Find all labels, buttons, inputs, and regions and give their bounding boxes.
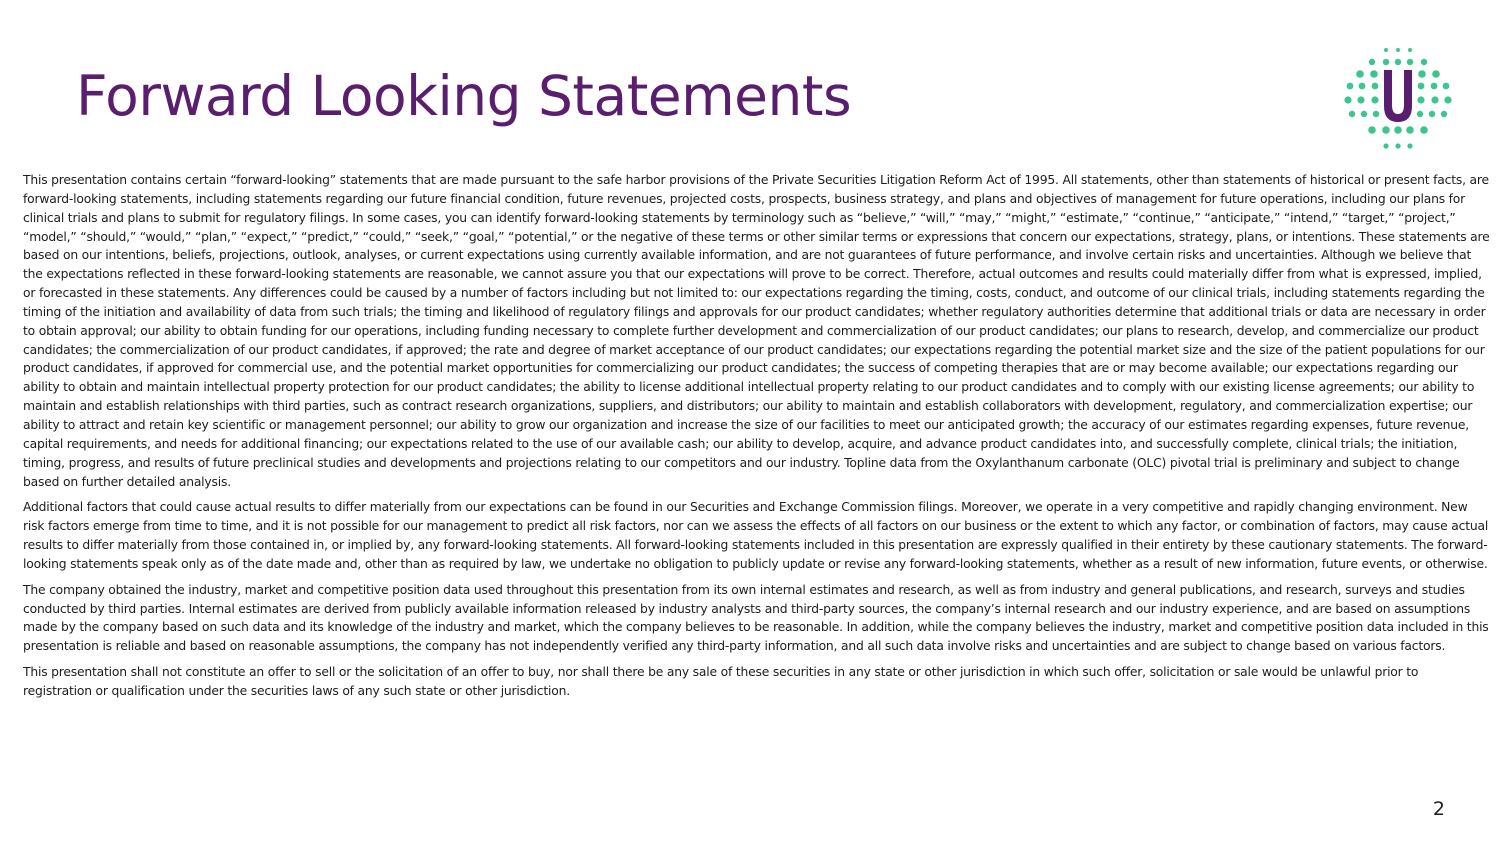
disclaimer-body: [23, 171, 1490, 708]
disclaimer-paragraph-3: The company obtained the industry, market and competitive position data used throughout this presentation from its own internal estimates and research, as well as from industry and general publications, and research, surveys and studies conducted by third parties. Internal estimates are derived from publicly available information released by industry analysts and third-party sources, the company’s internal research and our industry experience, and are based on assumptions made by the company based on such data and its knowledge of the industry and market, which the company believes to be reasonable. In addition, while the company believes the industry, market and competitive position data included in this presentation is reliable and based on reasonable assumptions, the company has not independently verified any third-party information, and all such data involve risks and uncertainties and are subject to change based on various factors.: [23, 582, 1489, 654]
logo-dot: [1432, 70, 1440, 78]
logo-dot: [1417, 96, 1424, 103]
logo-dot: [1406, 126, 1414, 134]
logo-dot: [1418, 70, 1426, 78]
logo-dot: [1383, 59, 1389, 65]
logo-dot: [1349, 111, 1355, 117]
logo-dot: [1420, 126, 1428, 134]
company-logo-icon: [1342, 44, 1454, 152]
slide-title: Forward Looking Statements: [76, 64, 852, 128]
logo-dot: [1408, 48, 1412, 52]
logo-dot: [1368, 126, 1376, 134]
page-number: 2: [1432, 798, 1445, 820]
logo-dot: [1421, 59, 1427, 65]
logo-dot: [1370, 70, 1378, 78]
logo-dot: [1443, 83, 1450, 90]
logo-dot: [1418, 83, 1425, 90]
logo-dot: [1431, 96, 1438, 103]
logo-letter-u: [1384, 70, 1412, 122]
logo-dot: [1382, 126, 1390, 134]
logo-dot: [1347, 83, 1354, 90]
logo-dot: [1357, 96, 1364, 103]
logo-dot: [1417, 111, 1423, 117]
logo-dot: [1371, 96, 1378, 103]
logo-dot: [1384, 48, 1388, 52]
logo-dot: [1395, 59, 1401, 65]
disclaimer-paragraph-2: Additional factors that could cause actual results to differ materially from our expectations can be found in our Securities and Exchange Commission filings. Moreover, we operate in a very competitive and rapidly changing environment. New risk factors emerge from time to time, and it is not possible for our management to predict all risk factors, nor can we assess the effects of all factors on our business or the extent to which any factor, or combination of factors, may cause actual results to differ materially from those contained in, or implied by, any forward-looking statements. All forward-looking statements included in this presentation are expressly qualified in their entirety by these cautionary statements. The forward-looking statements speak only as of the date made and, other than as required by law, we undertake no obligation to publicly update or revise any forward-looking statements, whether as a result of new information, future events, or otherwise.: [23, 500, 1489, 571]
logo-dot: [1396, 48, 1400, 52]
logo-dot: [1429, 111, 1435, 117]
logo-dot: [1369, 59, 1375, 65]
logo-dot: [1407, 143, 1412, 148]
disclaimer-paragraph-4: This presentation shall not constitute an offer to sell or the solicitation of an offer to buy, nor shall there be any sale of these securities in any state or other jurisdiction in which such offer, solicitation or sale would be unlawful prior to registration or qualification under the securities laws of any such state or other jurisdiction.: [23, 665, 1419, 698]
logo-dot: [1441, 111, 1447, 117]
logo-dot: [1444, 96, 1451, 103]
logo-dot: [1359, 83, 1366, 90]
logo-dot: [1431, 83, 1438, 90]
logo-dot: [1344, 96, 1351, 103]
logo-dot: [1356, 70, 1364, 78]
logo-dot: [1372, 83, 1379, 90]
logo-dot-ring: [1344, 48, 1451, 149]
logo-dot: [1361, 111, 1367, 117]
logo-dot: [1395, 143, 1400, 148]
logo-dot: [1373, 111, 1379, 117]
logo-dot: [1394, 126, 1402, 134]
logo-dot: [1383, 143, 1388, 148]
disclaimer-paragraph-1: This presentation contains certain “forward-looking” statements that are made pursuant to the safe harbor provisions of the Private Securities Litigation Reform Act of 1995. All statements, other than statements of historical or present facts, are forward-looking statements, including statements regarding our future financial condition, future revenues, projected costs, prospects, business strategy, and plans and objectives of management for future operations, including our plans for clinical trials and plans to submit for regulatory filings. In some cases, you can identify forward-looking statements by terminology such as “believe,” “will,” “may,” “might,” “estimate,” “continue,” “anticipate,” “intend,” “target,” “project,” “model,” “should,” “would,” “plan,” “expect,” “predict,” “could,” “seek,” “goal,” “potential,” or the negative of these terms or other similar terms or expressions that concern our expectations, strategy, plans, or intentions. These statements are based on our intentions, beliefs, projections, outlook, analyses, or current expectations using currently available information, and are not guarantees of future performance, and involve certain risks and uncertainties. Although we believe that the expectations reflected in these forward-looking statements are reasonable, we cannot assure you that our expectations will prove to be correct. Therefore, actual outcomes and results could materially differ from what is expressed, implied, or forecasted in these statements. Any differences could be caused by a number of factors including but not limited to: our expectations regarding the timing, costs, conduct, and outcome of our clinical trials, including statements regarding the timing of the initiation and availability of data from such trials; the timing and likelihood of regulatory filings and approvals for our product candidates; whether regulatory authorities determine that additional trials or data are necessary in order to obtain approval; our ability to obtain funding for our operations, including funding necessary to complete further development and commercialization of our product candidates; our plans to research, develop, and commercialize our product candidates; the commercialization of our product candidates, if approved; the rate and degree of market acceptance of our product candidates; our expectations regarding the potential market size and the size of the patient populations for our product candidates, if approved for commercial use, and the potential market opportunities for commercializing our product candidates; the success of competing therapies that are or may become available; our expectations regarding our ability to obtain and maintain intellectual property protection for our product candidates; the ability to license additional intellectual property relating to our product candidates and to comply with our existing license agreements; our ability to maintain and establish relationships with third parties, such as contract research organizations, suppliers, and distributors; our ability to maintain and establish collaborators with development, regulatory, and commercialization expertise; our ability to attract and retain key scientific or management personnel; our ability to grow our organization and increase the size of our facilities to meet our anticipated growth; the accuracy of our estimates regarding expenses, future revenue, capital requirements, and needs for additional financing; our expectations related to the use of our available cash; our ability to develop, acquire, and advance product candidates into, and successfully complete, clinical trials; the initiation, timing, progress, and results of future preclinical studies and developments and projections relating to our competitors and our industry. Topline data from the Oxylanthanum carbonate (OLC) pivotal trial is preliminary and subject to change based on further detailed analysis.: [23, 173, 1490, 489]
logo-dot: [1407, 59, 1413, 65]
